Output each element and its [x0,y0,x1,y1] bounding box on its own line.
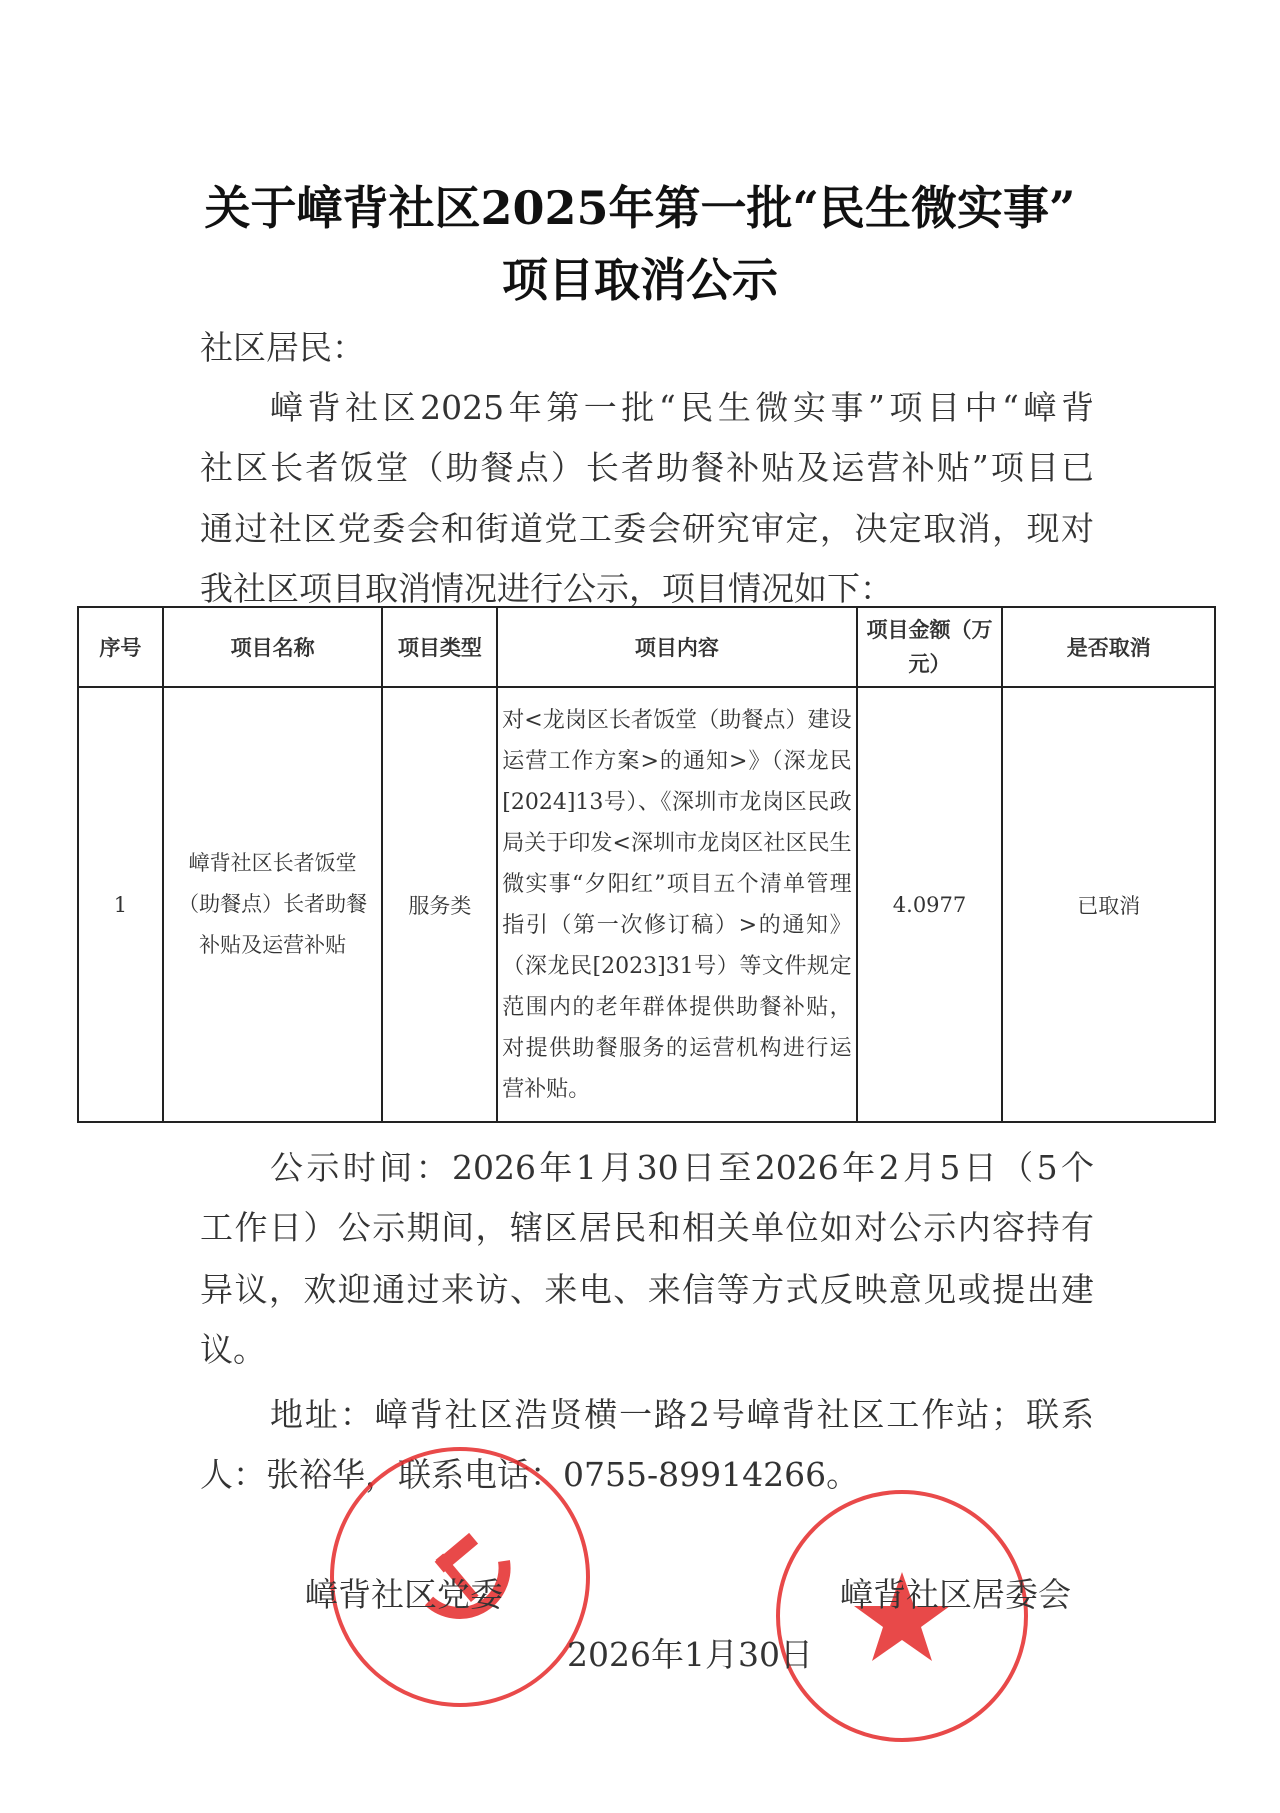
title-line-2: 项目取消公示 [502,253,778,307]
table-header-row [78,607,1215,687]
residents-committee-signature: 嶂背社区居委会 [840,1575,1071,1614]
header-name: 项目名称 [163,607,383,687]
para3-line: 人：张裕华，联系电话：0755-89914266。 [200,1455,860,1494]
star-icon [780,1494,1024,1738]
header-amount: 项目金额（万元） [857,607,1003,687]
cell-amount: 4.0977 [857,687,1003,1122]
header-type: 项目类型 [382,607,497,687]
para2-line: 异议，欢迎通过来访、来电、来信等方式反映意见或提出建 [200,1270,1094,1309]
table-row [78,687,1215,1122]
header-no: 序号 [78,607,163,687]
para2-line: 议。 [200,1330,266,1369]
para1-line: 我社区项目取消情况进行公示，项目情况如下： [200,569,893,608]
para1-line: 社区长者饭堂（助餐点）长者助餐补贴及运营补贴”项目已 [200,448,1094,487]
cell-no: 1 [78,687,163,1122]
cell-cancelled: 已取消 [1002,687,1215,1122]
para2-line: 公示时间：2026年1月30日至2026年2月5日（5个 [270,1148,1094,1187]
signature-date: 2026年1月30日 [567,1635,813,1674]
cell-name: 嶂背社区长者饭堂（助餐点）长者助餐补贴及运营补贴 [163,687,383,1122]
salutation: 社区居民： [200,328,365,367]
header-cancelled: 是否取消 [1002,607,1215,687]
para2-line: 工作日）公示期间，辖区居民和相关单位如对公示内容持有 [200,1208,1094,1247]
title-line-1: 关于嶂背社区2025年第一批“民生微实事” [204,181,1076,235]
header-content: 项目内容 [497,607,856,687]
para3-line: 地址：嶂背社区浩贤横一路2号嶂背社区工作站；联系 [270,1395,1094,1434]
residents-committee-seal [776,1490,1028,1742]
para1-line: 通过社区党委会和街道党工委会研究审定，决定取消，现对 [200,509,1094,548]
para1-line: 嶂背社区2025年第一批“民生微实事”项目中“嶂背 [270,388,1094,427]
party-committee-signature: 嶂背社区党委 [305,1575,503,1614]
project-table [77,606,1216,1123]
cell-type: 服务类 [382,687,497,1122]
cell-content: 对<龙岗区长者饭堂（助餐点）建设运营工作方案>的通知>》（深龙民[2024]13号）、《深圳市龙岗区民政局关于印发<深圳市龙岗区社区民生微实事“夕阳红”项目五个清单管理指引（第一次修订稿）>的通知》（深龙民[2023]31号）等文件规定范围内的老年群体提供助餐补贴，对提供助餐服务的运营机构进行运营补贴。 [497,687,856,1122]
